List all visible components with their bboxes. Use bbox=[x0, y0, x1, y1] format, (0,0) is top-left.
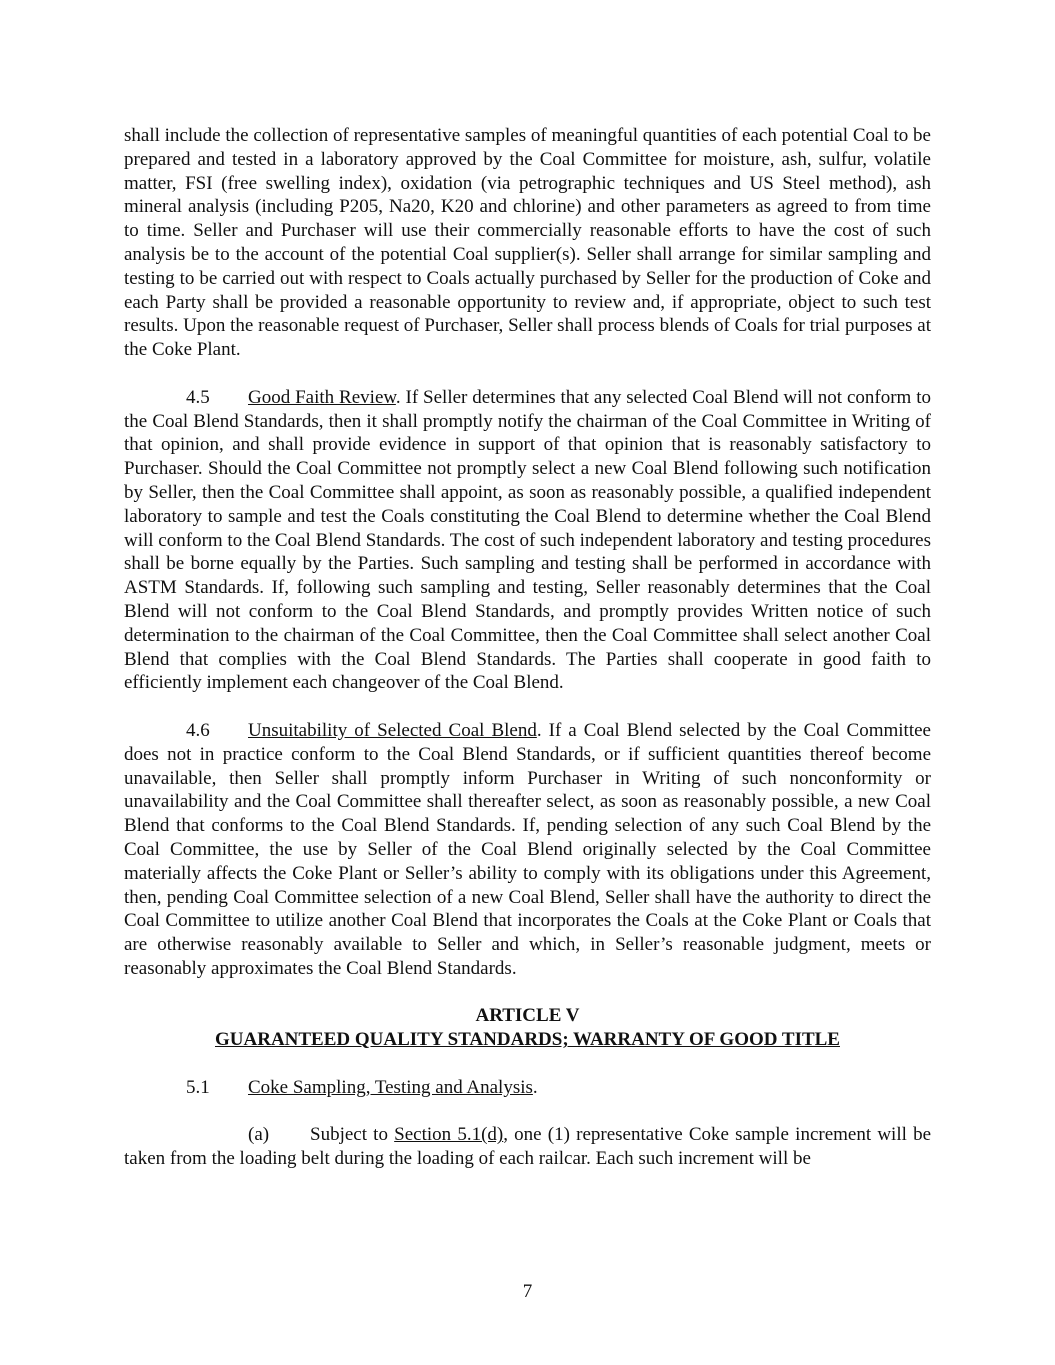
section-5-1 bbox=[124, 1076, 931, 1100]
subsection-a-text: , one (1) representative Coke sample increment will be taken from the loading belt during the loading of each railcar. Each such increment will be bbox=[124, 1124, 932, 1170]
section-5-1-number: 5.1 bbox=[186, 1076, 210, 1098]
section-4-5 bbox=[124, 386, 931, 695]
subsection-a-lead: Subject to bbox=[310, 1124, 395, 1146]
subsection-a-label: (a) bbox=[248, 1124, 270, 1146]
section-4-5-text: . If Seller determines that any selected Coal Blend will not conform to the Coal Blend Standards, then it shall promptly notify the chairman of the Coal Committee in Writing of that opinion, and shall provide evidence in support of that opinion that is reasonably satisfactory to Purchaser. Should the Coal Committee not promptly select a new Coal Blend following such notification by Seller, then the Coal Committee shall appoint, as soon as reasonably possible, a qualified independent laboratory to sample and test the Coals constituting the Coal Blend to determine whether the Coal Blend will conform to the Coal Blend Standards. The cost of such independent laboratory and testing procedures shall be borne equally by the Parties. Such sampling and testing shall be performed in accordance with ASTM Standards. If, following such sampling and testing, Seller reasonably determines that the Coal Blend will not conform to the Coal Blend Standards, and promptly provides Written notice of such determination to the chairman of the Coal Committee, then the Coal Committee shall select another Coal Blend that complies with the Coal Blend Standards. The Parties shall cooperate in good faith to efficiently implement each changeover of the Coal Blend. bbox=[124, 386, 931, 694]
section-4-5-heading: Good Faith Review bbox=[248, 386, 396, 408]
section-4-6-text: . If a Coal Blend selected by the Coal Committee does not in practice conform to the Coal Blend Standards, or if sufficient quantities thereof become unavailable, then Seller shall promptly inform Purchaser in Writing of such nonconformity or unavailability and the Coal Committee shall thereafter select, as soon as reasonably possible, a new Coal Blend that conforms to the Coal Blend Standards. If, pending selection of any such Coal Blend by the Coal Committee, the use by Seller of the Coal Blend originally selected by the Coal Committee materially affects the Coke Plant or Seller’s ability to comply with its obligations under this Agreement, then, pending Coal Committee selection of a new Coal Blend, Seller shall have the authority to direct the Coal Committee to utilize another Coal Blend that incorporates the Coals at the Coke Plant or Coals that are otherwise reasonably available to Seller and which, in Seller’s reasonable judgment, meets or reasonably approximates the Coal Blend Standards. bbox=[124, 719, 931, 979]
subsection-a bbox=[124, 1123, 931, 1171]
document-page bbox=[124, 124, 931, 1171]
section-5-1-period: . bbox=[532, 1076, 538, 1098]
section-4-6-number: 4.6 bbox=[186, 719, 210, 741]
page-number: 7 bbox=[522, 1281, 533, 1302]
section-4-6-heading: Unsuitability of Selected Coal Blend bbox=[248, 719, 537, 741]
section-5-1-heading: Coke Sampling, Testing and Analysis bbox=[248, 1076, 533, 1098]
article-number: ARTICLE V bbox=[475, 1005, 580, 1027]
continuation-paragraph: shall include the collection of representative samples of meaningful quantities of each potential Coal to be prepared and tested in a laboratory approved by the Coal Committee for moisture, ash, sulfur, volatile matter, FSI (free swelling index), oxidation (via petrographic techniques and US Steel method), ash mineral analysis (including P205, Na20, K20 and chlorine) and other parameters as agreed to from time to time. Seller and Purchaser will use their commercially reasonable efforts to have the cost of such analysis be to the account of the potential Coal supplier(s). Seller shall arrange for similar sampling and testing to be carried out with respect to Coals actually purchased by Seller for the production of Coke and each Party shall be provided a reasonable opportunity to review and, if appropriate, object to such test results. Upon the reasonable request of Purchaser, Seller shall process blends of Coals for trial purposes at the Coke Plant. bbox=[124, 125, 931, 361]
section-4-5-number: 4.5 bbox=[186, 386, 210, 408]
article-title: GUARANTEED QUALITY STANDARDS; WARRANTY OF GOOD TITLE bbox=[215, 1029, 840, 1051]
section-5-1-d-reference: Section 5.1(d) bbox=[394, 1124, 504, 1146]
section-4-6 bbox=[124, 719, 931, 981]
